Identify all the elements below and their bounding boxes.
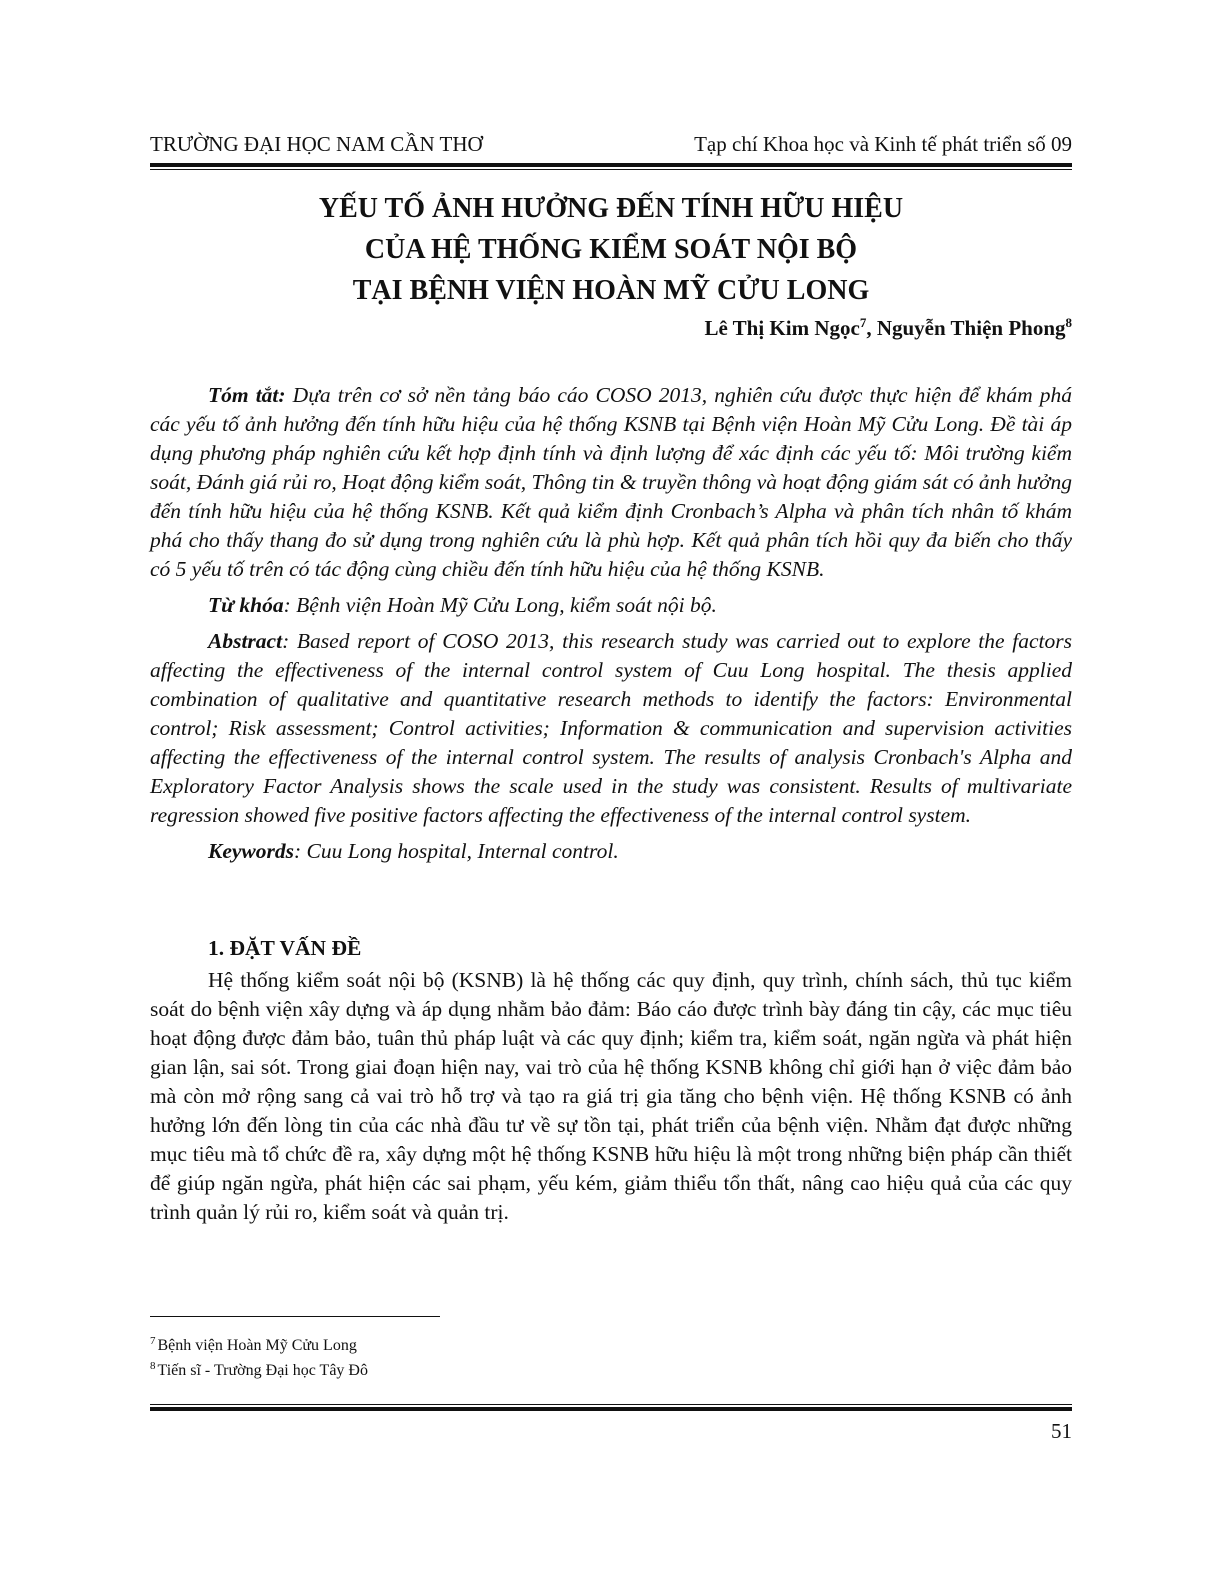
abstract-block bbox=[150, 381, 1072, 873]
footnote-rule bbox=[150, 1316, 440, 1317]
keywords-en bbox=[150, 837, 1072, 866]
keywords-vi-label: Từ khóa bbox=[208, 593, 284, 617]
article-title bbox=[150, 188, 1072, 311]
page-number: 51 bbox=[1051, 1419, 1072, 1443]
footnote-text: Bệnh viện Hoàn Mỹ Cửu Long bbox=[157, 1337, 357, 1354]
journal-name: Tạp chí Khoa học và Kinh tế phát triển số 09 bbox=[694, 132, 1072, 156]
section-heading: 1. ĐẶT VẤN ĐỀ bbox=[208, 936, 362, 960]
author-1: Lê Thị Kim Ngọc bbox=[704, 316, 860, 340]
abstract-en-label: Abstract bbox=[208, 629, 283, 653]
author-1-footnote-mark: 7 bbox=[859, 315, 867, 330]
keywords-en-text: : Cuu Long hospital, Internal control. bbox=[294, 839, 619, 863]
footnote-mark: 8 bbox=[150, 1359, 156, 1372]
author-2: Nguyễn Thiện Phong bbox=[876, 316, 1066, 340]
footnote-text: Tiến sĩ - Trường Đại học Tây Đô bbox=[157, 1362, 368, 1379]
abstract-en bbox=[150, 627, 1072, 830]
footer-rule-thin bbox=[150, 1404, 1072, 1405]
running-header bbox=[150, 128, 1072, 160]
title-line-2: CỦA HỆ THỐNG KIỂM SOÁT NỘI BỘ bbox=[364, 234, 858, 265]
body-paragraph: Hệ thống kiểm soát nội bộ (KSNB) là hệ thống các quy định, quy trình, chính sách, thủ tục kiểm soát do bệnh viện xây dựng và áp dụng nhằm bảo đảm: Báo cáo được trình bày đáng tin cậy, các mục tiêu hoạt động được đảm bảo, tuân thủ pháp luật và các quy định; kiểm tra, kiểm soát, ngăn ngừa và phát hiện gian lận, sai sót. Trong giai đoạn hiện nay, vai trò của hệ thống KSNB không chỉ giới hạn ở việc đảm bảo mà còn mở rộng sang cả vai trò hỗ trợ và tạo ra giá trị gia tăng cho bệnh viện. Hệ thống KSNB có ảnh hưởng lớn đến lòng tin của các nhà đầu tư về sự tồn tại, phát triển của bệnh viện. Nhằm đạt được những mục tiêu mà tổ chức đề ra, xây dựng một hệ thống KSNB hữu hiệu là một trong những biện pháp cần thiết để giúp ngăn ngừa, phát hiện các sai phạm, yếu kém, giảm thiểu tổn thất, nâng cao hiệu quả của các quy trình quản lý rủi ro, kiểm soát và quản trị. bbox=[150, 968, 1072, 1224]
author-separator: , bbox=[866, 316, 877, 340]
footnote-7 bbox=[150, 1333, 750, 1358]
footnote-8 bbox=[150, 1358, 750, 1383]
body-text bbox=[150, 966, 1072, 1227]
abstract-vi bbox=[150, 381, 1072, 584]
abstract-vi-text: Dựa trên cơ sở nền tảng báo cáo COSO 2013, nghiên cứu được thực hiện để khám phá các yếu tố ảnh hưởng đến tính hữu hiệu của hệ thống KSNB tại Bệnh viện Hoàn Mỹ Cửu Long. Đề tài áp dụng phương pháp nghiên cứu kết hợp định tính và định lượng để xác định các yếu tố: Môi trường kiểm soát, Đánh giá rủi ro, Hoạt động kiểm soát, Thông tin & truyền thông và hoạt động giám sát có ảnh hưởng đến tính hữu hiệu của hệ thống KSNB. Kết quả kiểm định Cronbach’s Alpha và phân tích nhân tố khám phá cho thấy thang đo sử dụng trong nghiên cứu là phù hợp. Kết quả phân tích hồi quy đa biến cho thấy có 5 yếu tố trên có tác động cùng chiều đến tính hữu hiệu của hệ thống KSNB. bbox=[150, 383, 1073, 581]
author-line bbox=[704, 312, 1072, 344]
abstract-en-text: : Based report of COSO 2013, this research study was carried out to explore the factors affecting the effectiveness of the internal control system of Cuu Long hospital. The thesis applied combination of qualitative and quantitative research methods to identify the factors: Environmental control; Risk assessment; Control activities; Information & communication and supervision activities affecting the effectiveness of the internal control system. The results of analysis Cronbach's Alpha and Exploratory Factor Analysis shows the scale used in the study was consistent. Results of multivariate regression showed five positive factors affecting the effectiveness of the internal control system. bbox=[150, 629, 1072, 827]
footnote-mark: 7 bbox=[150, 1334, 156, 1347]
header-rule-thin bbox=[150, 169, 1072, 170]
footnotes bbox=[150, 1333, 750, 1383]
author-2-footnote-mark: 8 bbox=[1065, 315, 1072, 330]
title-line-3: TẠI BỆNH VIỆN HOÀN MỸ CỬU LONG bbox=[352, 275, 870, 306]
footer-rule-thick bbox=[150, 1407, 1072, 1411]
keywords-vi bbox=[150, 591, 1072, 620]
header-rule-thick bbox=[150, 163, 1072, 167]
abstract-vi-label: Tóm tắt: bbox=[208, 383, 286, 407]
keywords-vi-text: : Bệnh viện Hoàn Mỹ Cửu Long, kiểm soát nội bộ. bbox=[283, 593, 717, 617]
keywords-en-label: Keywords bbox=[208, 839, 294, 863]
university-name: TRƯỜNG ĐẠI HỌC NAM CẦN THƠ bbox=[150, 132, 483, 156]
title-line-1: YẾU TỐ ẢNH HƯỞNG ĐẾN TÍNH HỮU HIỆU bbox=[318, 193, 904, 224]
